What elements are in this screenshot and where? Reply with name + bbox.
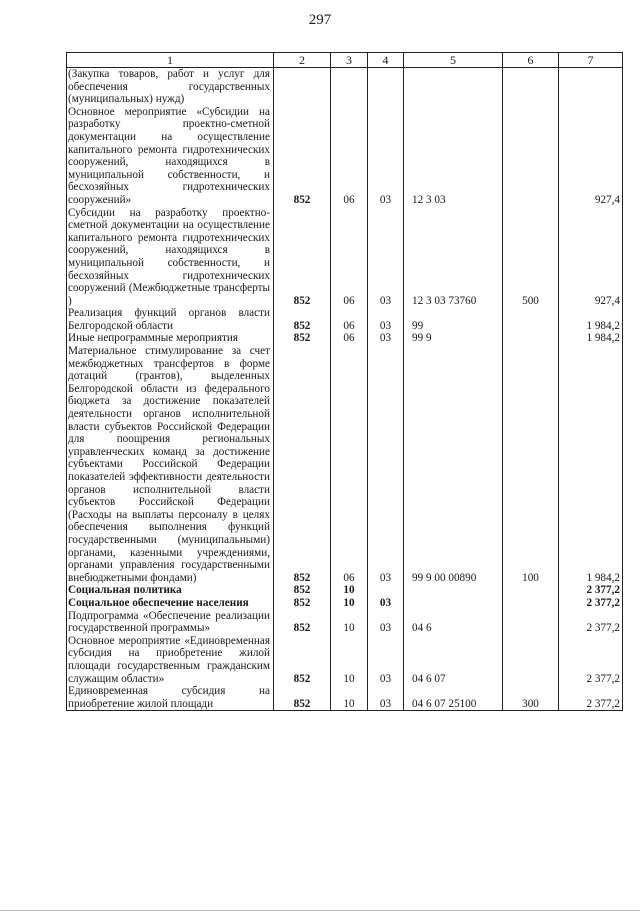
row-description: Социальная политика [67, 584, 274, 597]
row-ministry-code: 852 [274, 332, 331, 345]
row-section: 06 [331, 207, 368, 308]
row-target-article: 99 9 00 00890 [404, 345, 503, 584]
table-row [67, 635, 623, 685]
column-header-2: 2 [274, 53, 331, 68]
table-row [67, 685, 623, 711]
row-section: 06 [331, 345, 368, 584]
row-amount: 2 377,2 [559, 685, 623, 711]
row-section: 10 [331, 685, 368, 711]
row-description: Социальное обеспечение населения [67, 597, 274, 610]
row-ministry-code: 852 [274, 307, 331, 332]
row-subsection: 03 [368, 635, 404, 685]
row-amount [559, 68, 623, 106]
row-description: Подпрограмма «Обеспечение реализации государственной программы» [67, 610, 274, 635]
row-subsection [368, 68, 404, 106]
table-row [67, 584, 623, 597]
row-description: Реализация функций органов власти Белгородской области [67, 307, 274, 332]
row-section: 10 [331, 584, 368, 597]
row-ministry-code: 852 [274, 685, 331, 711]
row-ministry-code [274, 68, 331, 106]
row-target-article [404, 597, 503, 610]
row-ministry-code: 852 [274, 584, 331, 597]
row-target-article: 04 6 [404, 610, 503, 635]
row-target-article [404, 584, 503, 597]
column-header-6: 6 [503, 53, 559, 68]
row-expense-type [503, 307, 559, 332]
row-target-article: 99 9 [404, 332, 503, 345]
row-expense-type [503, 68, 559, 106]
row-subsection: 03 [368, 685, 404, 711]
row-ministry-code: 852 [274, 597, 331, 610]
row-amount: 2 377,2 [559, 597, 623, 610]
row-description: Основное мероприятие «Единовременная субсидия на приобретение жилой площади государственным гражданским служащим области» [67, 635, 274, 685]
row-section: 06 [331, 106, 368, 207]
row-target-article: 04 6 07 25100 [404, 685, 503, 711]
header-row [67, 53, 623, 68]
table-body [67, 68, 623, 711]
row-section: 10 [331, 635, 368, 685]
row-amount: 2 377,2 [559, 584, 623, 597]
table-row [67, 307, 623, 332]
row-amount: 927,4 [559, 106, 623, 207]
row-expense-type [503, 584, 559, 597]
row-ministry-code: 852 [274, 106, 331, 207]
row-expense-type: 500 [503, 207, 559, 308]
row-amount: 1 984,2 [559, 332, 623, 345]
page-number: 297 [308, 12, 332, 28]
row-subsection: 03 [368, 610, 404, 635]
row-description: Субсидии на разработку проектно-сметной документации на осуществление капитального ремонта гидротехнических сооружений, находящихся в муниципальной собственности, и бесхозяйных гидротехнических сооружений (Межбюджетные трансферты ) [67, 207, 274, 308]
row-section [331, 68, 368, 106]
row-description: Единовременная субсидия на приобретение жилой площади [67, 685, 274, 711]
row-amount: 1 984,2 [559, 345, 623, 584]
row-subsection: 03 [368, 207, 404, 308]
row-description: Материальное стимулирование за счет межбюджетных трансфертов в форме дотаций (грантов), выделенных Белгородской области из федерального бюджета за достижение показателей деятельности органов исполнительной власти субъектов Российской Федерации для поощрения региональных управленческих команд за достижение субъектами Российской Федерации показателей эффективности деятельности органов исполнительной власти субъектов Российской Федерации (Расходы на выплаты персоналу в целях обеспечения выполнения функций государственными (муниципальными) органами, казенными учреждениями, органами управления государственными внебюджетными фондами) [67, 345, 274, 584]
row-target-article: 12 3 03 [404, 106, 503, 207]
row-subsection: 03 [368, 106, 404, 207]
column-header-5: 5 [404, 53, 503, 68]
table-row [67, 207, 623, 308]
column-header-3: 3 [331, 53, 368, 68]
row-ministry-code: 852 [274, 610, 331, 635]
row-ministry-code: 852 [274, 345, 331, 584]
row-amount: 1 984,2 [559, 307, 623, 332]
row-expense-type: 300 [503, 685, 559, 711]
row-ministry-code: 852 [274, 635, 331, 685]
column-header-7: 7 [559, 53, 623, 68]
column-header-4: 4 [368, 53, 404, 68]
row-subsection: 03 [368, 332, 404, 345]
table-row [67, 345, 623, 584]
row-target-article: 04 6 07 [404, 635, 503, 685]
row-expense-type [503, 597, 559, 610]
row-target-article: 99 [404, 307, 503, 332]
row-section: 10 [331, 597, 368, 610]
row-ministry-code: 852 [274, 207, 331, 308]
row-subsection: 03 [368, 307, 404, 332]
row-amount: 2 377,2 [559, 635, 623, 685]
table-row [67, 610, 623, 635]
row-target-article [404, 68, 503, 106]
table-row [67, 68, 623, 106]
row-subsection: 03 [368, 345, 404, 584]
row-description: Иные непрограммные мероприятия [67, 332, 274, 345]
row-section: 10 [331, 610, 368, 635]
page-bottom-edge [0, 910, 640, 911]
row-amount: 927,4 [559, 207, 623, 308]
row-description: Основное мероприятие «Субсидии на разработку проектно-сметной документации на осуществление капитального ремонта гидротехнических сооружений, находящихся в муниципальной собственности, и бесхозяйных гидротехнических сооружений» [67, 106, 274, 207]
row-expense-type [503, 610, 559, 635]
row-expense-type [503, 332, 559, 345]
row-target-article: 12 3 03 73760 [404, 207, 503, 308]
table-row [67, 332, 623, 345]
budget-table [66, 52, 623, 711]
row-amount: 2 377,2 [559, 610, 623, 635]
row-subsection [368, 584, 404, 597]
row-expense-type: 100 [503, 345, 559, 584]
row-description: (Закупка товаров, работ и услуг для обеспечения государственных (муниципальных) нужд) [67, 68, 274, 106]
table-row [67, 106, 623, 207]
table-row [67, 597, 623, 610]
row-expense-type [503, 106, 559, 207]
table-header [67, 53, 623, 68]
row-expense-type [503, 635, 559, 685]
column-header-1: 1 [67, 53, 274, 68]
row-section: 06 [331, 332, 368, 345]
row-section: 06 [331, 307, 368, 332]
row-subsection: 03 [368, 597, 404, 610]
